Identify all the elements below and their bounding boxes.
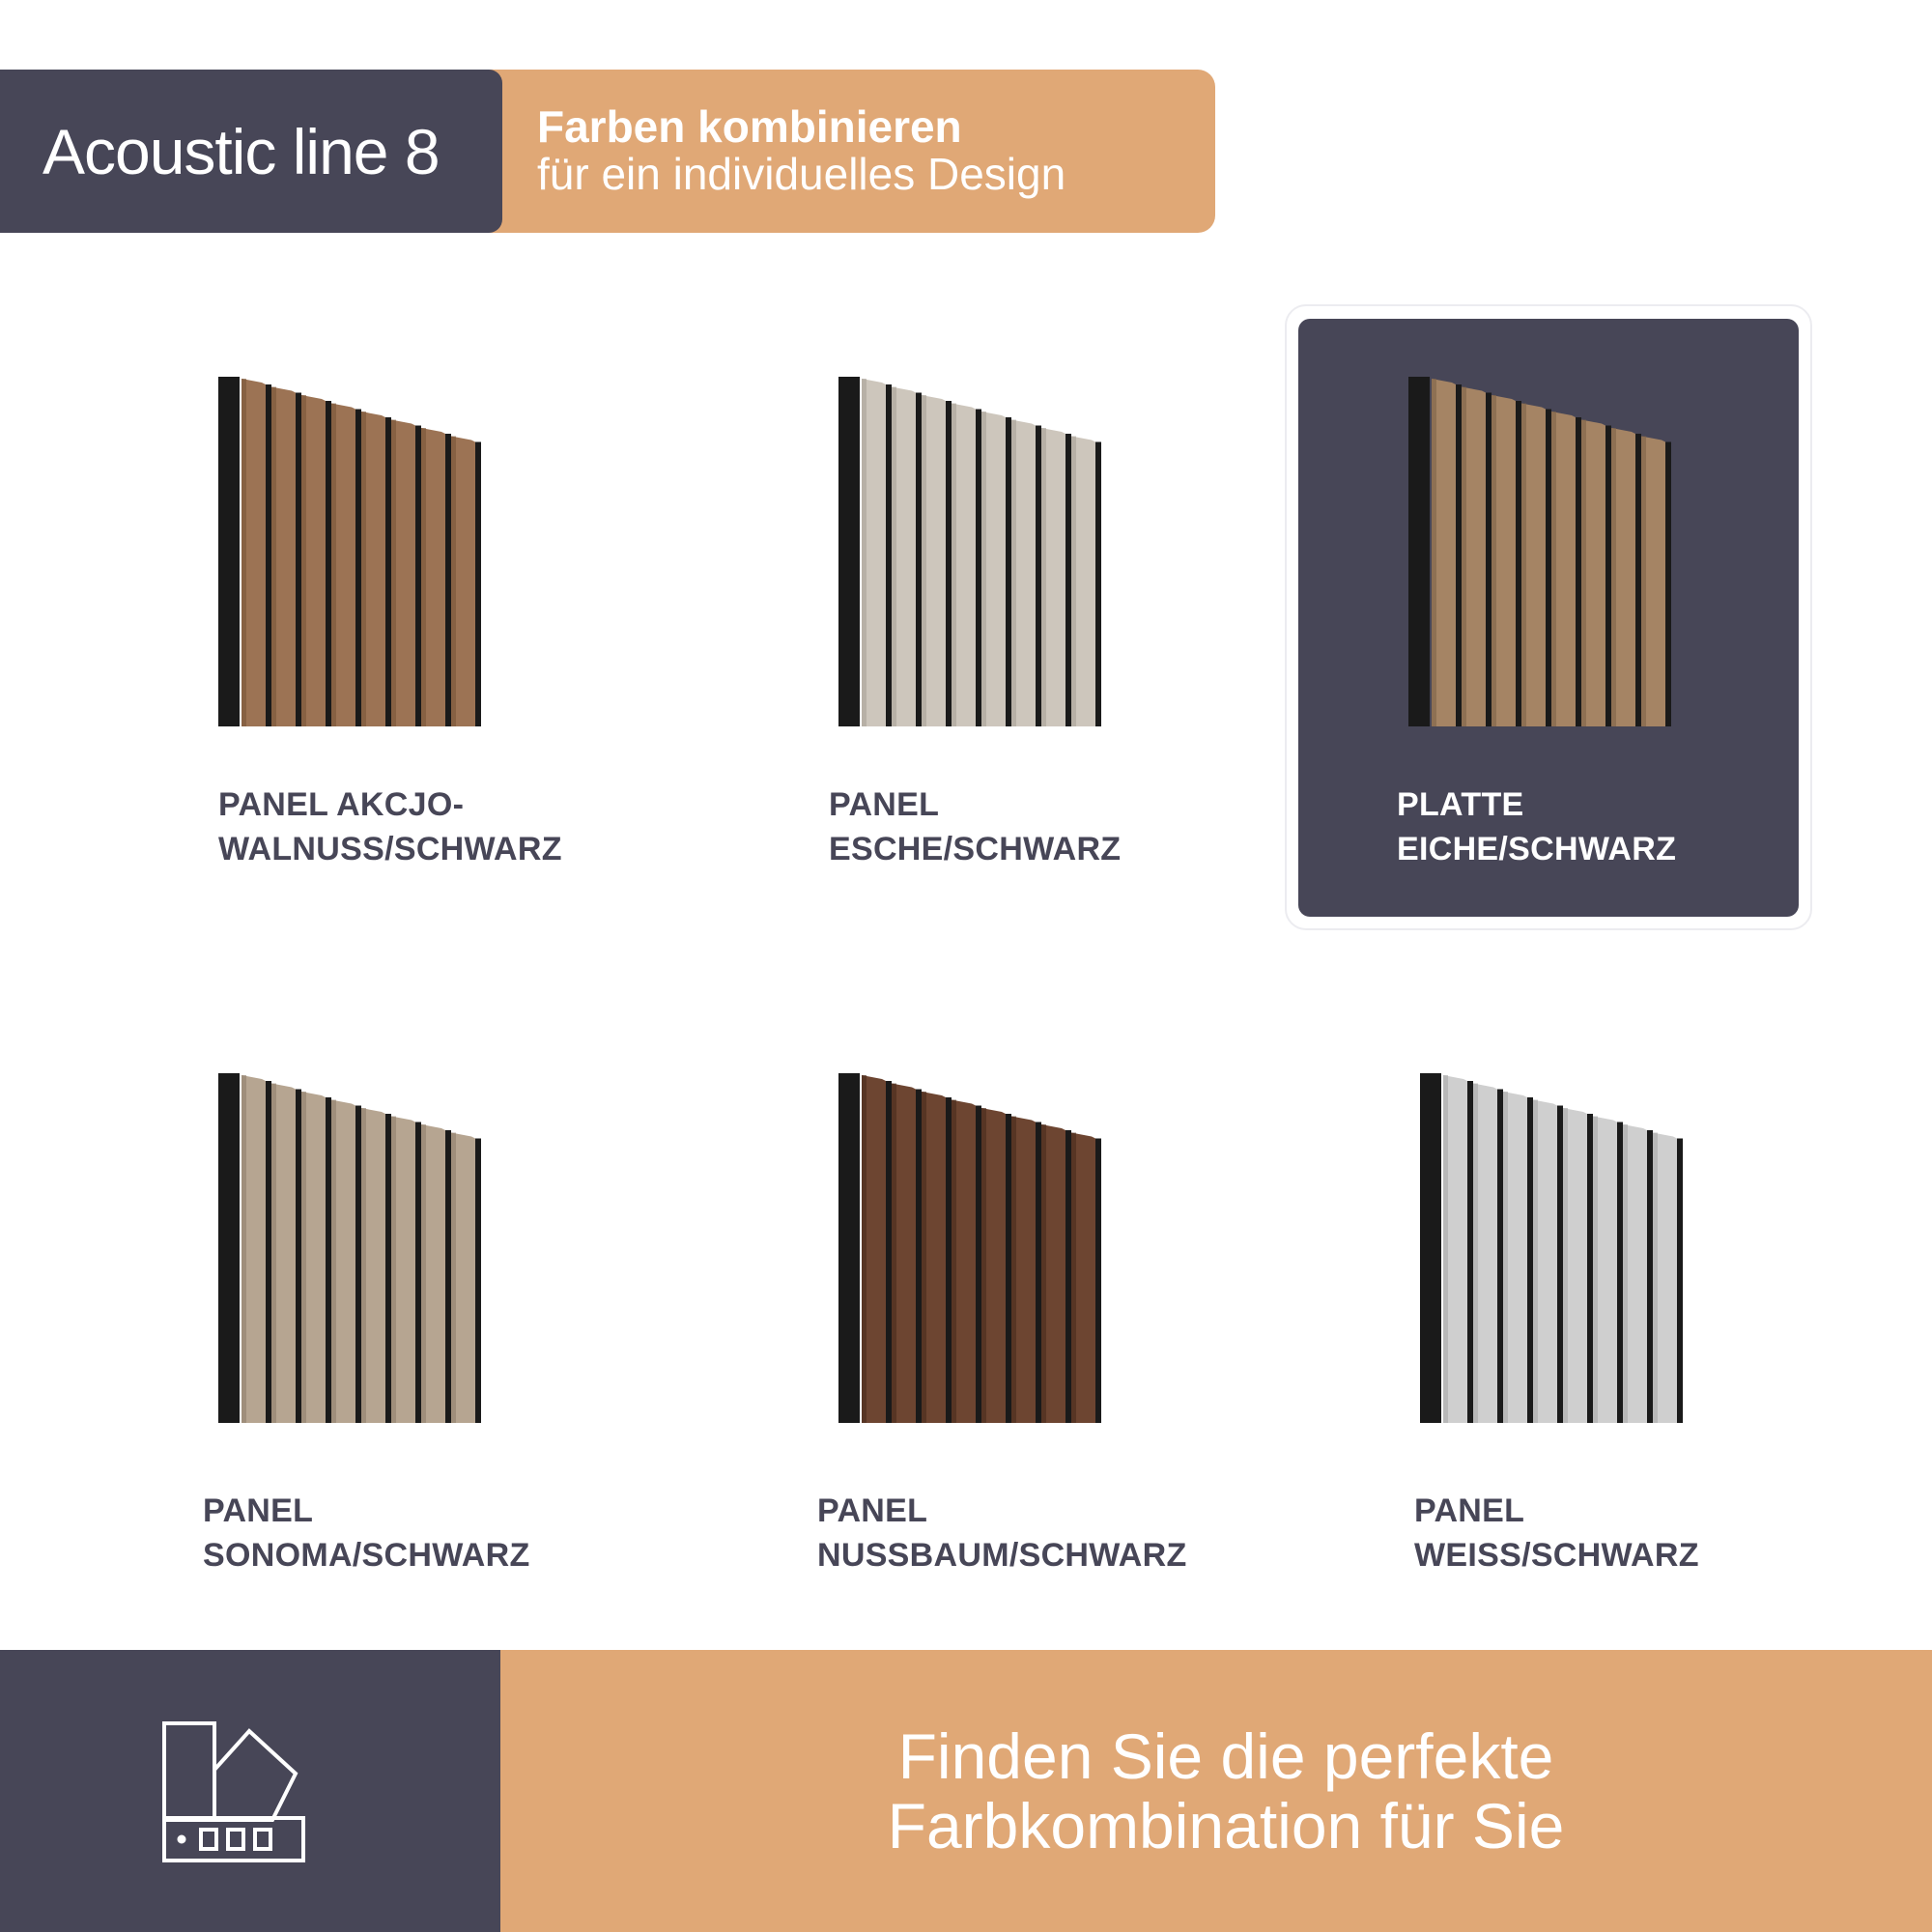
slat-shade — [271, 1084, 276, 1424]
slat-shade — [1011, 1117, 1016, 1424]
slat-shade — [1611, 428, 1616, 726]
slat-gap — [946, 401, 952, 726]
header-title-block — [0, 70, 502, 233]
slat-gap — [475, 1139, 481, 1424]
slat-shade — [242, 379, 246, 726]
slat-shade — [1011, 420, 1016, 727]
panel-backing — [838, 377, 860, 726]
slat-shade — [1521, 404, 1526, 727]
slat-gap — [445, 1130, 451, 1423]
slat-shade — [1623, 1124, 1628, 1423]
slat-shade — [981, 1108, 986, 1423]
slat-gap — [1576, 417, 1581, 726]
product-name: PANEL NUSSBAUM/SCHWARZ — [817, 1492, 1187, 1574]
panel-backing — [838, 1073, 860, 1423]
slat-gap — [475, 442, 481, 727]
slat-shade — [922, 1092, 926, 1423]
slat-shade — [242, 1075, 246, 1423]
slat-shade — [1462, 387, 1466, 727]
panel-image — [838, 1073, 1128, 1460]
slat-shade — [862, 1075, 867, 1423]
slat-shade — [1473, 1084, 1478, 1424]
footer-headline-line1: Finden Sie die perfekte — [897, 1720, 1554, 1792]
panel-backing — [1420, 1073, 1441, 1423]
slat-gap — [916, 393, 922, 727]
slat-shade — [451, 437, 456, 727]
slat-gap — [1557, 1106, 1563, 1424]
slat-shade — [1492, 395, 1496, 726]
slat-shade — [421, 1124, 426, 1423]
slat-gap — [1546, 410, 1551, 727]
slat-shade — [361, 412, 366, 726]
panel-image — [838, 377, 1128, 763]
slat-shade — [1653, 1133, 1658, 1424]
slat-shade — [331, 404, 336, 727]
product-card-sonoma[interactable] — [203, 1073, 701, 1576]
slat-shade — [922, 395, 926, 726]
slat-shade — [361, 1108, 366, 1423]
slat-shade — [892, 387, 896, 727]
slat-gap — [1635, 434, 1641, 726]
slat-shade — [1071, 437, 1076, 727]
slat-gap — [976, 1106, 981, 1424]
slat-shade — [451, 1133, 456, 1424]
product-name: PANEL SONOMA/SCHWARZ — [203, 1492, 530, 1574]
slat-shade — [952, 404, 956, 727]
slat-gap — [1677, 1139, 1683, 1424]
slat-gap — [1036, 1122, 1041, 1424]
slat-gap — [1617, 1122, 1623, 1424]
slat-shade — [421, 428, 426, 726]
slat-gap — [1587, 1114, 1593, 1423]
slat-shade — [271, 387, 276, 727]
panel-image — [218, 377, 508, 763]
slat-gap — [326, 1097, 331, 1423]
panel-image — [1420, 1073, 1710, 1460]
slat-gap — [1065, 434, 1071, 726]
slat-gap — [355, 1106, 361, 1424]
slat-gap — [296, 1090, 301, 1424]
panel-backing — [218, 1073, 240, 1423]
slat-shade — [1041, 1124, 1046, 1423]
slat-gap — [266, 384, 271, 726]
slat-gap — [445, 434, 451, 726]
slat-shade — [391, 1117, 396, 1424]
product-name: PANEL AKCJO- WALNUSS/SCHWARZ — [218, 786, 562, 867]
product-card-esche[interactable] — [829, 377, 1321, 879]
slat-gap — [1527, 1097, 1533, 1423]
slat-gap — [385, 417, 391, 726]
slat-gap — [976, 410, 981, 727]
slat-shade — [391, 420, 396, 727]
slat-gap — [1497, 1090, 1503, 1424]
slat-gap — [1665, 442, 1671, 727]
slat-shade — [1443, 1075, 1448, 1423]
slat-shade — [1551, 412, 1556, 726]
slat-shade — [1503, 1092, 1508, 1423]
product-name: PLATTE EICHE/SCHWARZ — [1397, 786, 1677, 867]
slat-gap — [1036, 426, 1041, 727]
slat-gap — [916, 1090, 922, 1424]
slat-gap — [415, 426, 421, 727]
color-swatch-palette-icon — [160, 1719, 307, 1866]
slat-shade — [1581, 420, 1586, 727]
panel-backing — [1408, 377, 1430, 726]
slat-gap — [355, 410, 361, 727]
slat-gap — [1065, 1130, 1071, 1423]
slat-gap — [1647, 1130, 1653, 1423]
slat-shade — [981, 412, 986, 726]
slat-gap — [1456, 384, 1462, 726]
product-card-eiche[interactable] — [1397, 377, 1891, 879]
slat-gap — [886, 1081, 892, 1423]
footer-headline-line2: Farbkombination für Sie — [887, 1790, 1565, 1861]
slat-shade — [1593, 1117, 1598, 1424]
product-name: PANEL WEISS/SCHWARZ — [1414, 1492, 1699, 1574]
slat-shade — [301, 1092, 306, 1423]
panel-image — [1408, 377, 1698, 763]
slat-gap — [1516, 401, 1521, 726]
slat-shade — [1533, 1100, 1538, 1424]
slat-gap — [886, 384, 892, 726]
slat-gap — [1006, 417, 1011, 726]
slat-gap — [1486, 393, 1492, 727]
panel-image — [218, 1073, 508, 1460]
slat-gap — [1006, 1114, 1011, 1423]
slat-gap — [1095, 442, 1101, 727]
tagline-bold: Farben kombinieren — [537, 101, 962, 152]
slat-shade — [952, 1100, 956, 1424]
product-card-nussbaum[interactable] — [817, 1073, 1321, 1576]
slat-shade — [1071, 1133, 1076, 1424]
slat-gap — [385, 1114, 391, 1423]
slat-gap — [326, 401, 331, 726]
product-card-weiss[interactable] — [1414, 1073, 1903, 1576]
slat-gap — [1605, 426, 1611, 727]
product-line-title: Acoustic line 8 — [43, 115, 440, 187]
slat-shade — [892, 1084, 896, 1424]
slat-shade — [331, 1100, 336, 1424]
slat-shade — [862, 379, 867, 726]
slat-shade — [301, 395, 306, 726]
product-card-walnuss[interactable] — [218, 377, 701, 879]
slat-gap — [1095, 1139, 1101, 1424]
slat-gap — [1467, 1081, 1473, 1423]
footer-message-block — [500, 1650, 1932, 1932]
slat-gap — [946, 1097, 952, 1423]
slat-shade — [1563, 1108, 1568, 1423]
product-name: PANEL ESCHE/SCHWARZ — [829, 786, 1122, 867]
slat-gap — [266, 1081, 271, 1423]
header-tagline-block — [473, 70, 1215, 233]
slat-gap — [296, 393, 301, 727]
slat-shade — [1432, 379, 1436, 726]
slat-shade — [1641, 437, 1646, 727]
slat-gap — [415, 1122, 421, 1424]
tagline-regular: für ein individuelles Design — [537, 149, 1066, 199]
panel-backing — [218, 377, 240, 726]
slat-shade — [1041, 428, 1046, 726]
